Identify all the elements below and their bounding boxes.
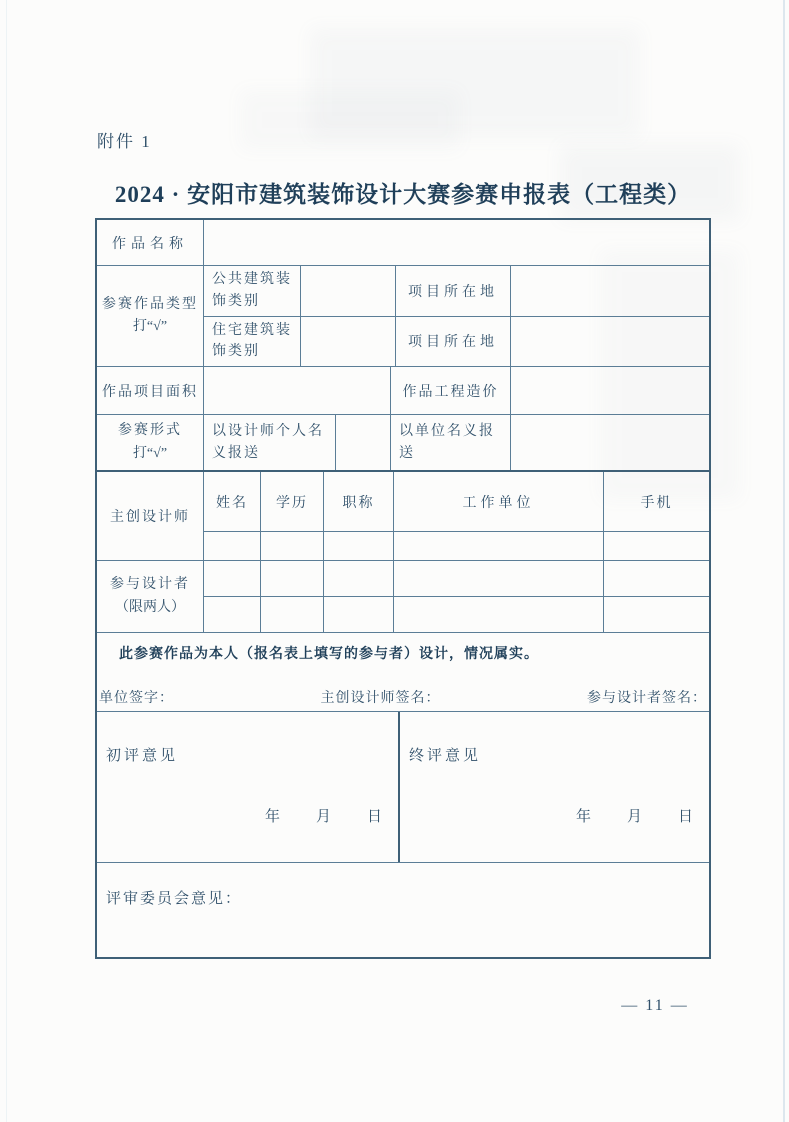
page-number: — 11 — — [621, 997, 689, 1014]
participant-1-name-cell[interactable] — [203, 561, 260, 596]
chief-designer-data-row — [203, 531, 709, 560]
work-name-input-cell[interactable] — [203, 220, 709, 265]
work-name-label: 作品名称 — [112, 236, 188, 252]
participant-1-phone-cell[interactable] — [603, 561, 709, 596]
unit-entry-check-cell[interactable] — [510, 415, 709, 470]
residential-category-row — [203, 316, 709, 367]
participant-designer-label — [97, 561, 203, 632]
chief-name-cell[interactable] — [203, 532, 260, 560]
initial-review-label: 初评意见 — [106, 748, 179, 764]
work-name-row — [97, 220, 709, 265]
public-category-check-cell[interactable] — [300, 266, 395, 316]
entry-form-label-line2: 打“√” — [132, 445, 168, 461]
initial-review-area[interactable] — [97, 712, 400, 862]
entry-form-row — [97, 414, 709, 470]
entry-type-label — [97, 266, 203, 366]
participant-2-row — [203, 596, 709, 632]
header-phone: 手机 — [603, 472, 709, 531]
header-organization: 工作单位 — [393, 472, 603, 531]
participant-1-education-cell[interactable] — [260, 561, 323, 596]
final-review-area[interactable] — [400, 712, 709, 862]
entry-type-label-line2: 打“√” — [132, 319, 168, 334]
final-review-label: 终评意见 — [409, 748, 482, 764]
attachment-label: 附件 1 — [97, 132, 152, 151]
committee-opinion-label: 评审委员会意见： — [106, 891, 243, 907]
participant-2-name-cell[interactable] — [203, 597, 260, 632]
header-job-title: 职称 — [323, 472, 393, 531]
project-cost-input-cell[interactable] — [510, 367, 709, 414]
unit-entry-label: 以单位名义报送 — [390, 415, 510, 470]
declaration-statement: 此参赛作品为本人（报名表上填写的参与者）设计，情况属实。 — [119, 647, 539, 662]
header-name: 姓名 — [203, 472, 260, 531]
final-review-date: 年 月 日 — [575, 809, 695, 825]
entry-type-section — [97, 265, 709, 366]
participant-2-job-title-cell[interactable] — [323, 597, 393, 632]
committee-opinion-area[interactable] — [97, 863, 709, 957]
header-education: 学历 — [260, 472, 323, 531]
scan-edge-right — [783, 0, 785, 1122]
participant-2-organization-cell[interactable] — [393, 597, 603, 632]
participant-1-organization-cell[interactable] — [393, 561, 603, 596]
chief-education-cell[interactable] — [260, 532, 323, 560]
participant-2-education-cell[interactable] — [260, 597, 323, 632]
chief-designer-section — [97, 470, 709, 560]
chief-organization-cell[interactable] — [393, 532, 603, 560]
project-cost-label: 作品工程造价 — [390, 367, 510, 414]
chief-phone-cell[interactable] — [603, 532, 709, 560]
participant-signature-label: 参与设计者签名： — [587, 691, 707, 706]
public-location-input-cell[interactable] — [510, 266, 709, 316]
individual-entry-label: 以设计师个人名义报送 — [203, 415, 335, 470]
scan-smudge — [310, 28, 640, 138]
application-form-table — [95, 218, 711, 959]
committee-row — [97, 862, 709, 957]
entry-form-label — [97, 415, 203, 470]
review-row — [97, 711, 709, 862]
participant-label-line2: （限两人） — [115, 599, 185, 615]
participant-designer-section — [97, 560, 709, 632]
declaration-row — [97, 632, 709, 711]
chief-job-title-cell[interactable] — [323, 532, 393, 560]
scan-smudge — [240, 90, 460, 150]
project-area-label: 作品项目面积 — [102, 384, 198, 400]
designer-header-row — [203, 472, 709, 531]
individual-entry-check-cell[interactable] — [335, 415, 390, 470]
entry-form-label-line1: 参赛形式 — [118, 423, 182, 439]
form-title: 2024 · 安阳市建筑装饰设计大赛参赛申报表（工程类） — [114, 182, 692, 207]
chief-designer-label: 主创设计师 — [110, 510, 190, 525]
area-cost-row — [97, 366, 709, 414]
residential-location-label: 项目所在地 — [395, 317, 510, 367]
unit-signature-label: 单位签字： — [99, 691, 174, 706]
public-location-label: 项目所在地 — [395, 266, 510, 316]
scan-edge-left — [6, 0, 7, 1122]
project-area-input-cell[interactable] — [203, 367, 390, 414]
chief-signature-label: 主创设计师签名： — [320, 691, 441, 706]
residential-category-label: 住宅建筑装饰类别 — [203, 317, 300, 367]
participant-label-line1: 参与设计者 — [110, 577, 190, 593]
initial-review-date: 年 月 日 — [264, 809, 384, 825]
participant-2-phone-cell[interactable] — [603, 597, 709, 632]
participant-1-job-title-cell[interactable] — [323, 561, 393, 596]
public-category-label: 公共建筑装饰类别 — [203, 266, 300, 316]
public-category-row — [203, 266, 709, 316]
residential-category-check-cell[interactable] — [300, 317, 395, 367]
participant-1-row — [203, 561, 709, 596]
entry-type-label-line1: 参赛作品类型 — [102, 296, 198, 312]
residential-location-input-cell[interactable] — [510, 317, 709, 367]
signature-line — [99, 687, 707, 707]
